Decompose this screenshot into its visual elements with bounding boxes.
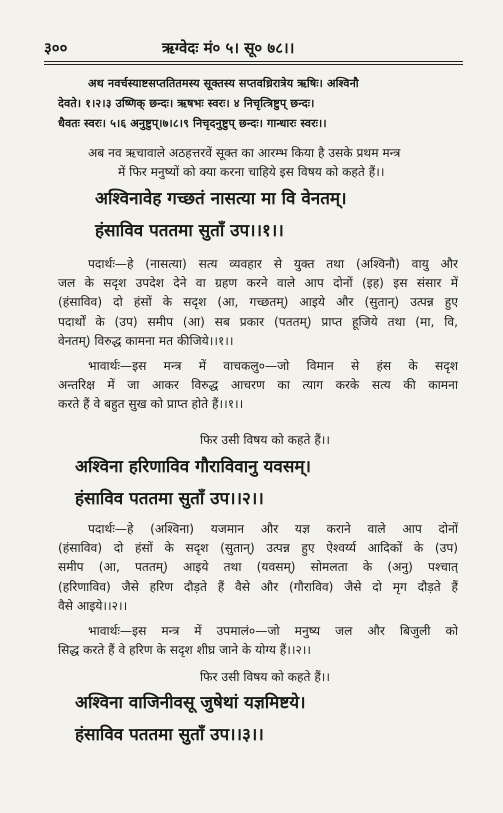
mantra-3-line-2: हंसाविव पततमा सुताँ उप।।३।।: [75, 725, 264, 745]
bhavartha-1-line: भावार्थः—इस मन्त्र में वाचकलु०—जो विमान से हंस के सदृश: [88, 359, 458, 373]
bhavartha-2-line: भावार्थः—इस मन्त्र में उपमालं०—जो मनुष्य जल और बिजुली को: [88, 624, 458, 638]
padartha-1-line: वेनतम्) विरुद्ध कामना मत कीजिये।।१।।: [58, 333, 234, 348]
bhavartha-1-line: अन्तरिक्ष में जा आकर विरुद्ध आचरण का त्याग करके सत्य की कामना: [58, 378, 458, 393]
bhavartha-2: [58, 622, 458, 660]
bhavartha-1-line: करते हैं वे बहुत सुख को प्राप्त होते हैं।।१।।: [58, 397, 244, 412]
running-title: ऋग्वेदः मं० ५। सू० ७८।।: [162, 39, 295, 57]
sukta-intro-line-1: अथ नवर्चस्याष्टसप्ततितमस्य सूक्तस्य सप्तवध्रिरात्रेय ऋषिः। अश्विनौ: [88, 77, 359, 90]
mantra-3-line-1: अश्विना वाजिनीवसू जुषेथां यज्ञमिष्टये।: [75, 693, 306, 713]
padartha-1-line: पदार्थः—हे (नासत्या) सत्य व्यवहार से युक्त तथा (अश्विनौ) वायु और: [88, 257, 458, 271]
hindi-intro-line-2: में फिर मनुष्यों को क्या करना चाहिये इस विषय को कहते हैं।।: [118, 165, 385, 179]
mantra-2-line-2: हंसाविव पततमा सुताँ उप।।२।।: [75, 489, 264, 509]
header-rule-bottom: [44, 64, 463, 65]
mantra-1-line-1: अश्विनावेह गच्छतं नासत्या मा वि वेनतम्।: [95, 189, 347, 209]
padartha-2-line: समीप (आ, पततम्) आइये तथा (यवसम्) सोमलता के (अनु) पश्चात्: [58, 560, 458, 575]
padartha-2: [58, 520, 458, 616]
sukta-intro-line-3: धैवतः स्वरः। ५।६ अनुष्टुप्।७।८।९ निचृदनुष्टुप् छन्दः। गान्धारः स्वरः।।: [58, 117, 327, 130]
padartha-2-line: (हंसाविव) दो हंसों के सदृश (सुतान्) उत्पन्न हुए ऐश्वर्य्य आदिकों के (उप): [58, 541, 458, 556]
page-header: [44, 38, 463, 60]
header-rule-top: [44, 61, 463, 62]
vishaya-heading-2: फिर उसी विषय को कहते हैं।।: [200, 433, 331, 447]
padartha-1: [58, 255, 458, 351]
hindi-intro-line-1: अब नव ऋचावाले अठहत्तरवें सूक्त का आरम्भ किया है उसके प्रथम मन्त्र: [88, 146, 401, 160]
bhavartha-2-line: सिद्ध करते हैं वे हरिण के सदृश शीघ्र जाने के योग्य हैं।।२।।: [58, 643, 312, 658]
padartha-1-line: (हंसाविव) दो हंसों के सदृश (आ, गच्छतम्) आइये और (सुतान्) उत्पन्न हुए: [58, 295, 458, 310]
mantra-2-line-1: अश्विना हरिणाविव गौराविवानु यवसम्।: [75, 457, 311, 477]
vishaya-heading-3: फिर उसी विषय को कहते हैं।।: [200, 670, 331, 684]
bhavartha-1: [58, 357, 458, 415]
sukta-intro-line-2: देवते। १।२।३ उष्णिक् छन्दः। ऋषभः स्वरः। ४ निचृत्त्रिष्टुप् छन्दः।: [58, 97, 315, 110]
padartha-2-line: पदार्थः—हे (अश्विना) यजमान और यज्ञ कराने वाले आप दोनों: [88, 522, 458, 536]
padartha-2-line: (हरिणाविव) जैसे हरिण दौड़ते हैं वैसे और (गौराविव) जैसे दो मृग दौड़ते हैं: [58, 579, 458, 594]
padartha-1-line: जल के सदृश उपदेश देने वा ग्रहण करने वाले आप दोनों (इह) इस संसार में: [58, 276, 458, 291]
page-number: ३००: [44, 39, 68, 57]
padartha-2-line: वैसे आइये।।२।।: [58, 598, 128, 613]
mantra-1-line-2: हंसाविव पततमा सुताँ उप।।१।।: [95, 221, 284, 241]
padartha-1-line: पदार्थों के (उप) समीप (आ) सब प्रकार (पततम्) प्राप्त हूजिये तथा (मा, वि,: [58, 314, 458, 329]
